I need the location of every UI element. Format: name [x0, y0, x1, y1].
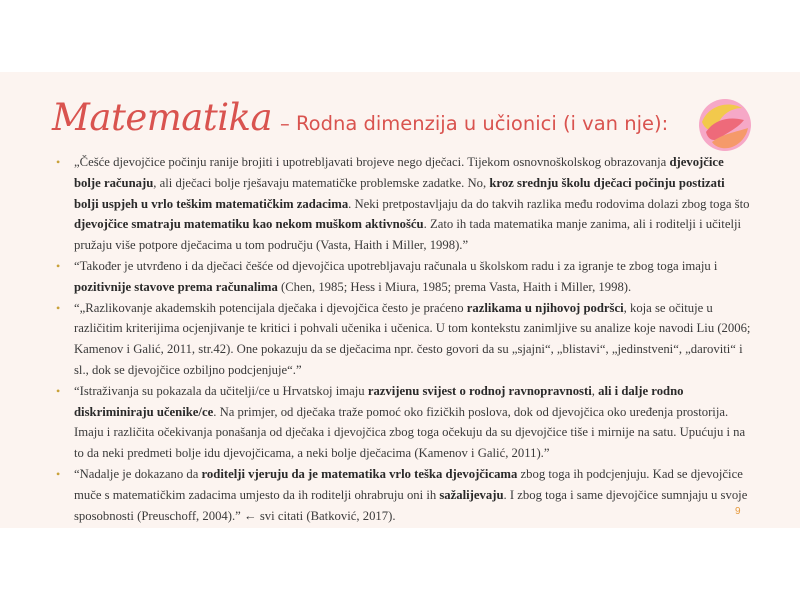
text-run: , — [591, 383, 599, 398]
title-main: Matematika — [52, 96, 273, 139]
bullet-marker: • — [56, 300, 61, 315]
bullet-item — [56, 152, 752, 256]
bold-text: kroz srednju školu dječaci počinju postizati bolji uspjeh u vrlo teškim matematičkim zadacima — [74, 175, 725, 211]
bullet-marker: • — [56, 383, 61, 398]
bold-text: roditelji vjeruju da je matematika vrlo teška djevojčicama — [201, 466, 518, 481]
bold-text: djevojčice bolje računaju — [74, 155, 724, 190]
text-run: zbog toga ih podcjenjuju. Kad se djevojčice muče s matematičkim zadacima umjesto da ih roditelji ohrabruju oni ih — [74, 466, 743, 502]
text-run: . Zato ih tada matematika manje zanima, ali i roditelji i učitelji pružaju više potpore dječacima u tom području (Vasta, Haith i Miller, 1998).” — [74, 217, 742, 253]
bullet-item — [56, 464, 752, 526]
bold-text: sažalijevaju — [439, 487, 504, 502]
bold-text: pozitivnije stavove prema računalima — [74, 279, 278, 294]
bullet-marker: • — [56, 258, 61, 273]
slide — [0, 72, 800, 528]
left-arrow-icon: ← — [243, 508, 257, 523]
slide-title — [52, 96, 668, 139]
bold-text: ali i dalje rodno diskriminiraju učenike/ce — [74, 383, 684, 419]
text-run: . Na primjer, od dječaka traže pomoć oko fizičkih poslova, dok od djevojčica oko uređenja prostorija. Imaju i različita očekivanja ponašanja od dječaka i djevojčica zbog toga očekuju da su djevojčice tiše i mirnije na satu. Upućuju i na to da neki predmeti bolje idu djevojčicama, a neki bolje dječacima (Kamenov i Galić, 2011).” — [74, 404, 746, 461]
swirl-logo-icon — [698, 98, 752, 152]
bullet-item — [56, 256, 752, 298]
text-run: , ali dječaci bolje rješavaju matematičke problemske zadatke. No, — [153, 175, 490, 190]
text-run: “„Razlikovanje akademskih potencijala dječaka i djevojčica često je praćeno — [74, 300, 467, 315]
text-run: (Chen, 1985; Hess i Miura, 1985; prema Vasta, Haith i Miller, 1998). — [277, 279, 632, 294]
title-subtitle: – Rodna dimenzija u učionici (i van nje): — [280, 112, 669, 135]
bullet-item — [56, 381, 752, 464]
bullet-item — [56, 298, 752, 381]
text-run: svi citati (Batković, 2017). — [256, 508, 396, 523]
bullet-marker: • — [56, 155, 61, 169]
text-run: “Istraživanja su pokazala da učitelji/ce u Hrvatskoj imaju — [74, 383, 368, 398]
text-run: , koja se očituje u različitim kriterijima ocjenjivanje te kritici i pohvali učenika i učenica. U tom kontekstu zanimljive su analize koje navodi Liu (2006; Kamenov i Galić, 2011, str.42). One pokazuju da se dječacima npr. često govori da su „sjajni“, „blistavi“, „jedinstveni“, „daroviti“ i sl., dok se djevojčice ozbiljno podcjenjuje“.” — [74, 300, 751, 377]
text-run: „Češće djevojčice počinju ranije brojiti i upotrebljavati brojeve nego dječaci. Tijekom osnovnoškolskog obrazovanja — [74, 155, 670, 169]
bold-text: djevojčice smatraju matematiku kao nekom muškom aktivnošću — [74, 217, 424, 232]
bold-text: razvijenu svijest o rodnoj ravnopravnosti — [367, 383, 592, 398]
bullet-list — [56, 152, 752, 526]
text-run: “Također je utvrđeno i da dječaci češće od djevojčica upotrebljavaju računala u školskom radu i za igranje te zbog toga imaju i — [74, 258, 718, 273]
page-number: 9 — [735, 506, 741, 517]
bold-text: razlikama u njihovoj podršci — [466, 300, 624, 315]
bullet-marker: • — [56, 466, 61, 481]
text-run: “Nadalje je dokazano da — [74, 466, 202, 481]
text-run: . I zbog toga i same djevojčice sumnjaju u svoje sposobnosti (Preuschoff, 2004).” — [74, 487, 748, 523]
text-run: . Neki pretpostavljaju da do takvih razlika među rodovima dolazi zbog toga što — [348, 196, 750, 211]
